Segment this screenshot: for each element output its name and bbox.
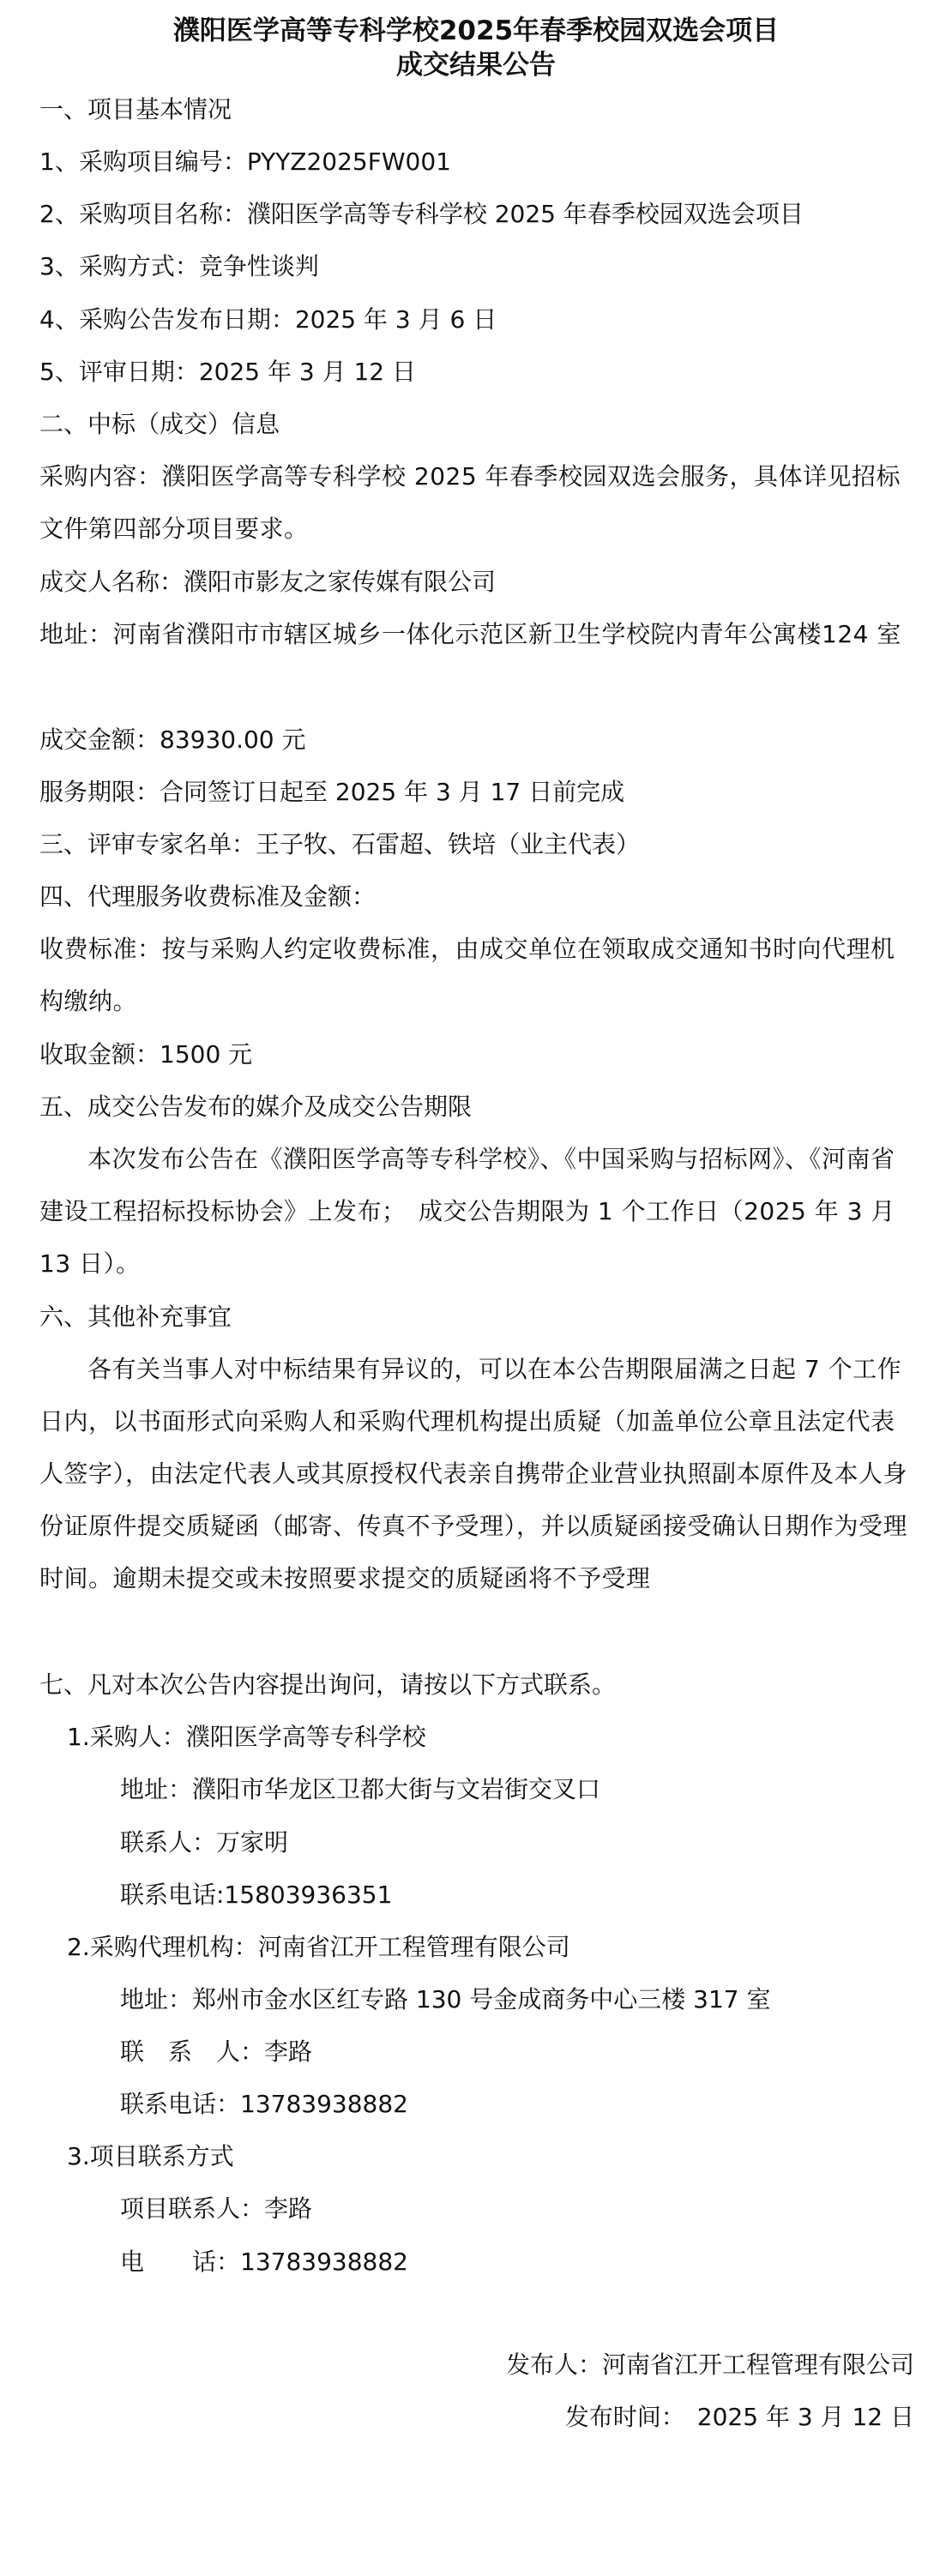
project-number: 1、采购项目编号：PYYZ2025FW001 (39, 147, 451, 176)
publication-media-text: 本次发布公告在《濮阳医学高等专科学校》、《中国采购与招标网》、《河南省建设工程招标投标协会》上发布； 成交公告期限为 1 个工作日（2025 年 3 月 13 日）。 (39, 1145, 895, 1278)
contact-project-title: 3.项目联系方式 (67, 2142, 234, 2170)
title-line-2: 成交结果公告 (396, 50, 556, 81)
section-7-heading: 七、凡对本次公告内容提出询问，请按以下方式联系。 (39, 1670, 617, 1699)
contact-agency-address: 地址：郑州市金水区红专路 130 号金成商务中心三楼 317 室 (120, 1985, 771, 2013)
contact-purchaser-address: 地址：濮阳市华龙区卫都大街与文岩街交叉口 (120, 1775, 601, 1803)
section-3-experts: 三、评审专家名单：王子牧、石雷超、铁培（业主代表） (39, 830, 641, 858)
section-4-heading: 四、代理服务收费标准及金额： (39, 882, 377, 911)
document-title (0, 0, 952, 82)
fee-standard: 收费标准：按与采购人约定收费标准，由成交单位在领取成交通知书时向代理机构缴纳。 (39, 935, 895, 1015)
title-line-1: 濮阳医学高等专科学校2025年春季校园双选会项目 (172, 15, 780, 46)
contact-agency-phone: 联系电话：13783938882 (120, 2090, 408, 2118)
service-period: 服务期限：合同签订日起至 2025 年 3 月 17 日前完成 (39, 778, 625, 806)
procurement-method: 3、采购方式：竞争性谈判 (39, 252, 319, 280)
contact-purchaser-title: 1.采购人：濮阳医学高等专科学校 (67, 1723, 426, 1751)
section-5-heading: 五、成交公告发布的媒介及成交公告期限 (39, 1092, 473, 1121)
procurement-content: 采购内容：濮阳医学高等专科学校 2025 年春季校园双选会服务，具体详见招标文件第四部分项目要求。 (39, 462, 901, 543)
section-1-heading: 一、项目基本情况 (39, 95, 232, 123)
contact-agency-title: 2.采购代理机构：河南省江开工程管理有限公司 (67, 1933, 570, 1961)
publish-date: 发布时间： 2025 年 3 月 12 日 (564, 2403, 914, 2431)
announcement-date: 4、采购公告发布日期：2025 年 3 月 6 日 (39, 305, 497, 334)
review-date: 5、评审日期：2025 年 3 月 12 日 (39, 358, 417, 386)
contact-project-phone: 电 话：13783938882 (120, 2248, 408, 2276)
section-6-heading: 六、其他补充事宜 (39, 1303, 232, 1331)
section-2-heading: 二、中标（成交）信息 (39, 410, 280, 438)
publisher: 发布人：河南省江开工程管理有限公司 (505, 2350, 914, 2379)
supplementary-text: 各有关当事人对中标结果有异议的，可以在本公告期限届满之日起 7 个工作日内，以书面形式向采购人和采购代理机构提出质疑（加盖单位公章且法定代表人签字），由法定代表人或其原授权代表亲自携带企业营业执照副本原件及本人身份证原件提交质疑函（邮寄、传真不予受理），并以质疑函接受确认日期作为受理时间。逾期未提交或未按照要求提交的质疑函将不予受理 (39, 1355, 908, 1592)
fee-amount: 收取金额：1500 元 (39, 1040, 253, 1068)
contact-purchaser-phone: 联系电话:15803936351 (120, 1881, 393, 1909)
contact-purchaser-person: 联系人：万家明 (120, 1828, 289, 1857)
winner-name: 成交人名称：濮阳市影友之家传媒有限公司 (39, 568, 497, 596)
deal-amount: 成交金额：83930.00 元 (39, 725, 306, 754)
contact-project-person: 项目联系人：李路 (120, 2194, 313, 2223)
winner-address: 地址：河南省濮阳市市辖区城乡一体化示范区新卫生学校院内青年公寓楼124 室 (39, 620, 901, 648)
project-name: 2、采购项目名称：濮阳医学高等专科学校 2025 年春季校园双选会项目 (39, 200, 804, 228)
contact-agency-person: 联 系 人：李路 (120, 2037, 313, 2066)
